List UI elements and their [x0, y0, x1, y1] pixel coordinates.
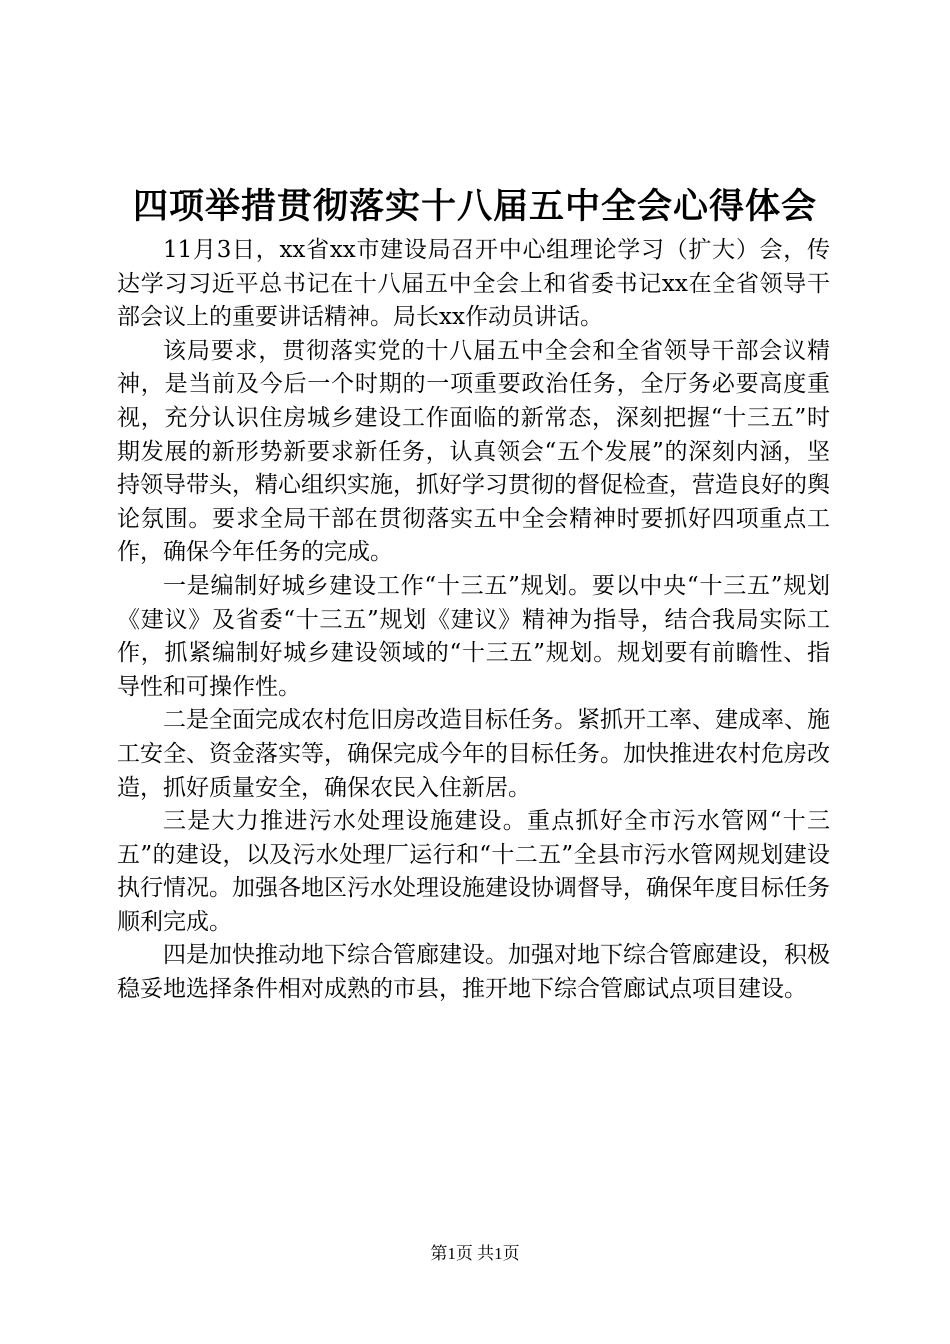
paragraph-measure-two: 二是全面完成农村危旧房改造目标任务。紧抓开工率、建成率、施工安全、资金落实等，确保完成今年的目标任务。加快推进农村危房改造，抓好质量安全，确保农民入住新居。 — [117, 707, 830, 801]
paragraph-measure-three: 三是大力推进污水处理设施建设。重点抓好全市污水管网“十三五”的建设，以及污水处理厂运行和“十二五”全县市污水管网规划建设执行情况。加强各地区污水处理设施建设协调督导，确保年度目标任务顺利完成。 — [117, 808, 830, 935]
document-title: 四项举措贯彻落实十八届五中全会心得体会 — [132, 186, 817, 227]
paragraph-intro: 11月3日，xx省xx市建设局召开中心组理论学习（扩大）会，传达学习习近平总书记在十八届五中全会上和省委书记xx在全省领导干部会议上的重要讲话精神。局长xx作动员讲话。 — [117, 237, 830, 331]
paragraph-measure-four: 四是加快推动地下综合管廊建设。加强对地下综合管廊建设，积极稳妥地选择条件相对成熟的市县，推开地下综合管廊试点项目建设。 — [117, 942, 830, 1003]
paragraph-requirements: 该局要求，贯彻落实党的十八届五中全会和全省领导干部会议精神，是当前及今后一个时期的一项重要政治任务，全厅务必要高度重视，充分认识住房城乡建设工作面临的新常态，深刻把握“十三五”时期发展的新形势新要求新任务，认真领会“五个发展”的深刻内涵，坚持领导带头，精心组织实施，抓好学习贯彻的督促检查，营造良好的舆论氛围。要求全局干部在贯彻落实五中全会精神时要抓好四项重点工作，确保今年任务的完成。 — [117, 337, 830, 566]
document-body — [117, 234, 830, 1007]
paragraph-measure-one: 一是编制好城乡建设工作“十三五”规划。要以中央“十三五”规划《建议》及省委“十三五”规划《建议》精神为指导，结合我局实际工作，抓紧编制好城乡建设领域的“十三五”规划。规划要有前瞻性、指导性和可操作性。 — [117, 572, 830, 700]
page-footer: 第1页 共1页 — [430, 1244, 520, 1263]
